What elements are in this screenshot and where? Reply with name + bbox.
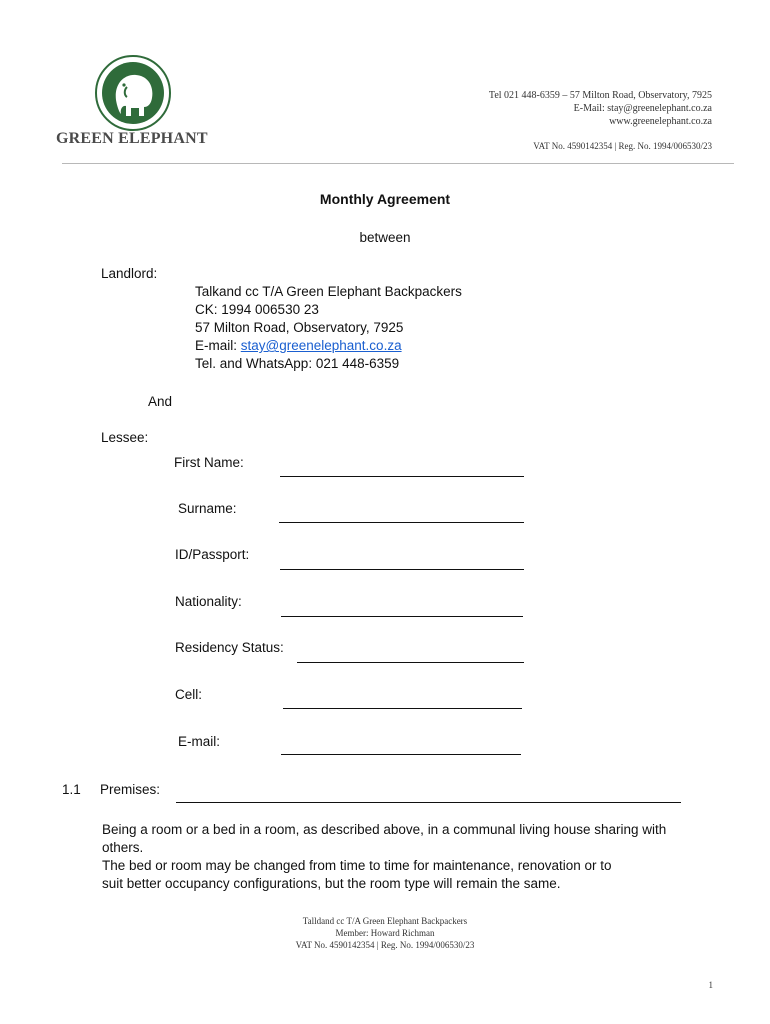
- landlord-company: Talkand cc T/A Green Elephant Backpackers: [195, 284, 462, 299]
- nationality-field[interactable]: [281, 616, 523, 617]
- paragraph-line: others.: [102, 840, 144, 855]
- contact-email[interactable]: E-Mail: stay@greenelephant.co.za: [573, 103, 712, 114]
- first-name-field[interactable]: [280, 476, 524, 477]
- landlord-address: 57 Milton Road, Observatory, 7925: [195, 320, 404, 335]
- landlord-label: Landlord:: [101, 266, 158, 281]
- premises-field[interactable]: [176, 802, 681, 803]
- footer-vat-reg: VAT No. 4590142354 | Reg. No. 1994/006530/23: [295, 940, 475, 950]
- page-number: 1: [708, 980, 713, 990]
- vat-registration: VAT No. 4590142354 | Reg. No. 1994/006530/23: [533, 141, 712, 151]
- paragraph-line: The bed or room may be changed from time to time for maintenance, renovation or to: [102, 858, 612, 873]
- contact-phone-address: Tel 021 448-6359 – 57 Milton Road, Observatory, 7925: [488, 90, 712, 101]
- landlord-email-row: [195, 337, 402, 355]
- lessee-label: Lessee:: [101, 430, 149, 445]
- id-passport-field[interactable]: [280, 569, 524, 570]
- paragraph-line: suit better occupancy configurations, but the room type will remain the same.: [102, 876, 561, 891]
- premises-paragraph: [102, 821, 722, 893]
- footer-member: Member: Howard Richman: [335, 928, 435, 938]
- email-label: E-mail:: [178, 734, 221, 749]
- id-passport-label: ID/Passport:: [175, 547, 250, 562]
- nationality-label: Nationality:: [175, 594, 242, 609]
- landlord-ck: CK: 1994 006530 23: [195, 302, 319, 317]
- residency-status-label: Residency Status:: [175, 640, 284, 655]
- contact-website[interactable]: www.greenelephant.co.za: [609, 116, 712, 127]
- paragraph-line: Being a room or a bed in a room, as described above, in a communal living house sharing with: [102, 822, 667, 837]
- header-divider: [62, 163, 734, 164]
- brand-name: GREEN ELEPHANT: [56, 130, 208, 147]
- between-label: between: [359, 230, 411, 245]
- email-field[interactable]: [281, 754, 521, 755]
- footer-company: Talldand cc T/A Green Elephant Backpackers: [302, 916, 468, 926]
- premises-label: Premises:: [100, 782, 161, 797]
- landlord-tel: Tel. and WhatsApp: 021 448-6359: [195, 356, 400, 371]
- residency-status-field[interactable]: [297, 662, 524, 663]
- landlord-email-label: E-mail:: [195, 338, 241, 353]
- cell-label: Cell:: [175, 687, 203, 702]
- document-title: Monthly Agreement: [319, 191, 451, 207]
- premises-number: 1.1: [62, 782, 81, 797]
- surname-label: Surname:: [178, 501, 237, 516]
- surname-field[interactable]: [279, 522, 524, 523]
- first-name-label: First Name:: [174, 455, 244, 470]
- landlord-email-link[interactable]: stay@greenelephant.co.za: [240, 338, 402, 353]
- cell-field[interactable]: [283, 708, 522, 709]
- elephant-logo-icon: [94, 54, 172, 132]
- and-label: And: [148, 394, 173, 409]
